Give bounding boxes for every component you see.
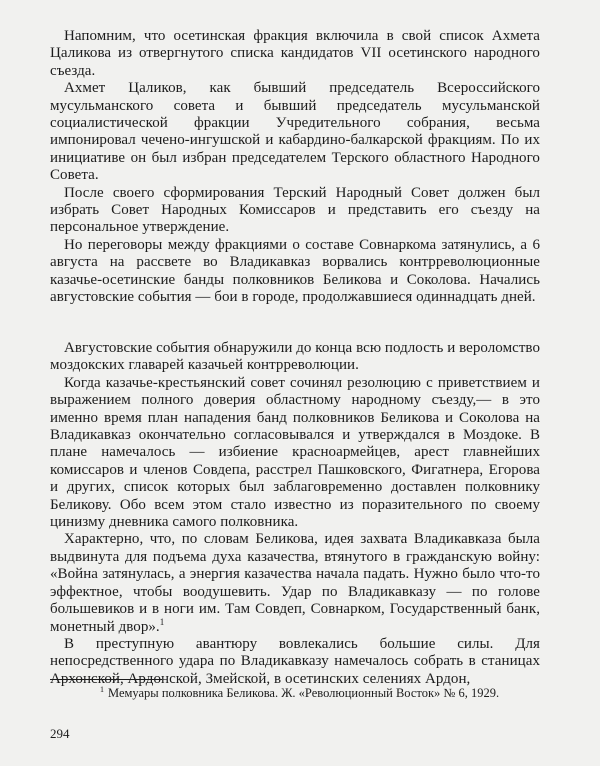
paragraph: После своего сформирования Терский Народный Совет должен был избрать Совет Народных Комиссаров и представить его съезду на персональное утверждение. bbox=[50, 184, 540, 236]
paragraph-text: Характерно, что, по словам Беликова, идея захвата Владикавказа была выдвинута для подъема духа казачества, втянутого в гражданскую войну: «Война затянулась, а энергия казачества начала падать. Нужно было что-то эффектное, чтобы воодушевить. Удар по Владикавказу — по голове большевиков и в ноги им. Там Совдеп, Совнарком, Государственный банк, монетный двор». bbox=[50, 531, 540, 635]
footnote-marker: 1 bbox=[100, 684, 104, 694]
paragraph: Когда казачье-крестьянский совет сочинял резолюцию с приветствием и выражением полного доверия областному народному съезду,— в это именно время план нападения банд полковников Беликова и Соколова на Владикавказ окончательно согласовывался и утверждался в Моздоке. В плане намечалось — избиение красноармейцев, арест главнейших комиссаров и членов Совдепа, расстрел Пашковского, Фигатнера, Егорова и других, список которых был заблаговременно доставлен полковнику Беликову. Обо всем этом стало известно из поразительного по своему цинизму дневника самого полковника. bbox=[50, 374, 540, 531]
footnote-reference: 1 bbox=[159, 616, 165, 627]
book-page bbox=[50, 28, 540, 758]
page-number: 294 bbox=[50, 726, 70, 741]
text-block-bottom bbox=[50, 340, 540, 688]
paragraph: Августовские события обнаружили до конца всю подлость и вероломство моздокских главарей казачьей контрреволюции. bbox=[50, 340, 540, 374]
footnote-divider bbox=[50, 679, 162, 680]
footnote bbox=[50, 686, 540, 701]
paragraph-with-footnote bbox=[50, 531, 540, 635]
text-block-top bbox=[50, 28, 540, 307]
paragraph: В преступную авантюру вовлекались большие силы. Для непосредственного удара по Владикавказу намечалось собрать в станицах Архонской, Ардонской, Змейской, в осетинских селениях Ардон, bbox=[50, 635, 540, 687]
paragraph: Ахмет Цаликов, как бывший председатель Всероссийского мусульманского совета и бывший председатель мусульманской социалистической фракции Учредительного собрания, весьма импонировал чечено-ингушской и кабардино-балкарской фракциям. По их инициативе он был избран председателем Терского областного Народного Совета. bbox=[50, 80, 540, 184]
footnote-text: Мемуары полковника Беликова. Ж. «Революционный Восток» № 6, 1929. bbox=[108, 686, 500, 700]
paragraph: Напомним, что осетинская фракция включила в свой список Ахмета Цаликова из отвергнутого списка кандидатов VII осетинского народного съезда. bbox=[50, 28, 540, 79]
paragraph: Но переговоры между фракциями о составе Совнаркома затянулись, а 6 августа на рассвете во Владикавказ ворвались контрреволюционные казачье-осетинские банды полковников Беликова и Соколова. Начались августовские события — бои в городе, продолжавшиеся одиннадцать дней. bbox=[50, 236, 540, 306]
